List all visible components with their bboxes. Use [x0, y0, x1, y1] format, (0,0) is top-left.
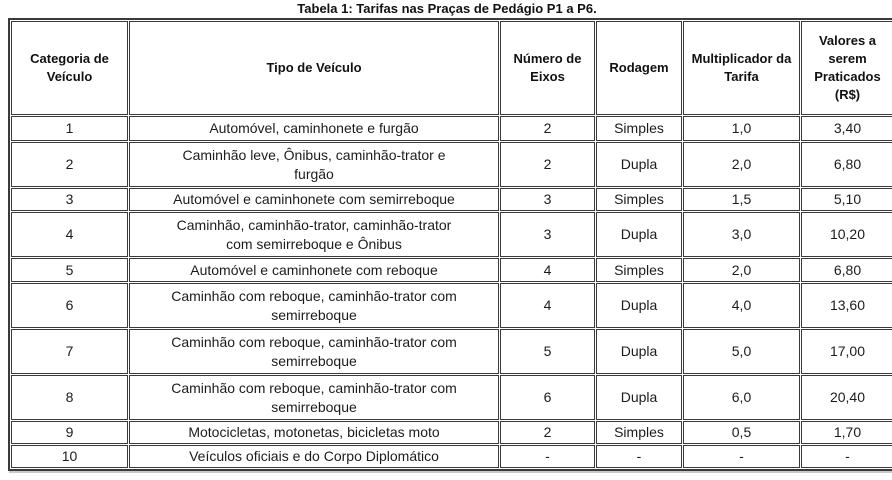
table-cell: -	[596, 445, 682, 468]
table-row	[11, 188, 892, 211]
table-header-row	[11, 21, 892, 115]
table-cell: 0,5	[683, 421, 800, 444]
table-row	[11, 283, 892, 328]
table-cell: 9	[11, 421, 128, 444]
table-cell: 6,0	[683, 375, 800, 420]
table-cell: Caminhão com reboque, caminhão-trator com semirreboque	[129, 375, 499, 420]
table-cell: 1,70	[801, 421, 892, 444]
table-cell: 6	[11, 283, 128, 328]
table-cell: 3	[500, 212, 595, 257]
table-cell: Caminhão, caminhão-trator, caminhão-trator com semirreboque e Ônibus	[129, 212, 499, 257]
table-cell: Caminhão com reboque, caminhão-trator com semirreboque	[129, 329, 499, 374]
table-cell: Motocicletas, motonetas, bicicletas moto	[129, 421, 499, 444]
table-cell: Simples	[596, 188, 682, 211]
table-cell: 13,60	[801, 283, 892, 328]
table-row	[11, 212, 892, 257]
table-cell: 2	[500, 116, 595, 141]
table-cell: 5	[500, 329, 595, 374]
table-cell: 10	[11, 445, 128, 468]
table-cell: 3,0	[683, 212, 800, 257]
table-body	[11, 116, 892, 468]
table-cell: 2	[500, 421, 595, 444]
table-cell: -	[500, 445, 595, 468]
table-cell: 3	[11, 188, 128, 211]
table-cell: 3	[500, 188, 595, 211]
table-cell: 4	[500, 258, 595, 282]
table-cell: 1	[11, 116, 128, 141]
table-cell: Dupla	[596, 375, 682, 420]
table-cell: -	[801, 445, 892, 468]
table-cell: Simples	[596, 421, 682, 444]
table-cell: 7	[11, 329, 128, 374]
table-cell: -	[683, 445, 800, 468]
table-cell: Dupla	[596, 142, 682, 187]
table-cell: 5,10	[801, 188, 892, 211]
table-cell: 2,0	[683, 258, 800, 282]
table-cell: Caminhão com reboque, caminhão-trator com semirreboque	[129, 283, 499, 328]
table-cell: Simples	[596, 258, 682, 282]
table-row	[11, 142, 892, 187]
table-cell: 6,80	[801, 258, 892, 282]
table-cell: 6	[500, 375, 595, 420]
column-header-tipo: Tipo de Veículo	[129, 21, 499, 115]
table-row	[11, 116, 892, 141]
tariff-table	[8, 18, 892, 471]
column-header-rodagem: Rodagem	[596, 21, 682, 115]
table-cell: 4	[11, 212, 128, 257]
table-cell: 8	[11, 375, 128, 420]
table-cell: Automóvel e caminhonete com semirreboque	[129, 188, 499, 211]
table-cell: Automóvel, caminhonete e furgão	[129, 116, 499, 141]
table-row	[11, 421, 892, 444]
column-header-eixos: Número de Eixos	[500, 21, 595, 115]
table-cell: 10,20	[801, 212, 892, 257]
table-cell: 5,0	[683, 329, 800, 374]
table-cell: 2	[11, 142, 128, 187]
table-cell: Veículos oficiais e do Corpo Diplomático	[129, 445, 499, 468]
table-cell: 2,0	[683, 142, 800, 187]
column-header-categoria: Categoria de Veículo	[11, 21, 128, 115]
table-cell: Automóvel e caminhonete com reboque	[129, 258, 499, 282]
table-cell: Dupla	[596, 329, 682, 374]
table-cell: Caminhão leve, Ônibus, caminhão-trator e furgão	[129, 142, 499, 187]
table-cell: Simples	[596, 116, 682, 141]
table-cell: 3,40	[801, 116, 892, 141]
table-cell: Dupla	[596, 212, 682, 257]
column-header-multiplicador: Multiplicador da Tarifa	[683, 21, 800, 115]
column-header-valores: Valores a serem Praticados (R$)	[801, 21, 892, 115]
table-caption: Tabela 1: Tarifas nas Praças de Pedágio P1 a P6.	[297, 1, 597, 16]
table-row	[11, 258, 892, 282]
table-row	[11, 329, 892, 374]
table-cell: 4,0	[683, 283, 800, 328]
table-row	[11, 375, 892, 420]
table-cell: 1,5	[683, 188, 800, 211]
table-cell: 2	[500, 142, 595, 187]
table-cell: 5	[11, 258, 128, 282]
table-cell: 1,0	[683, 116, 800, 141]
table-cell: 20,40	[801, 375, 892, 420]
table-cell: 4	[500, 283, 595, 328]
table-cell: 6,80	[801, 142, 892, 187]
table-cell: Dupla	[596, 283, 682, 328]
table-cell: 17,00	[801, 329, 892, 374]
table-row	[11, 445, 892, 468]
